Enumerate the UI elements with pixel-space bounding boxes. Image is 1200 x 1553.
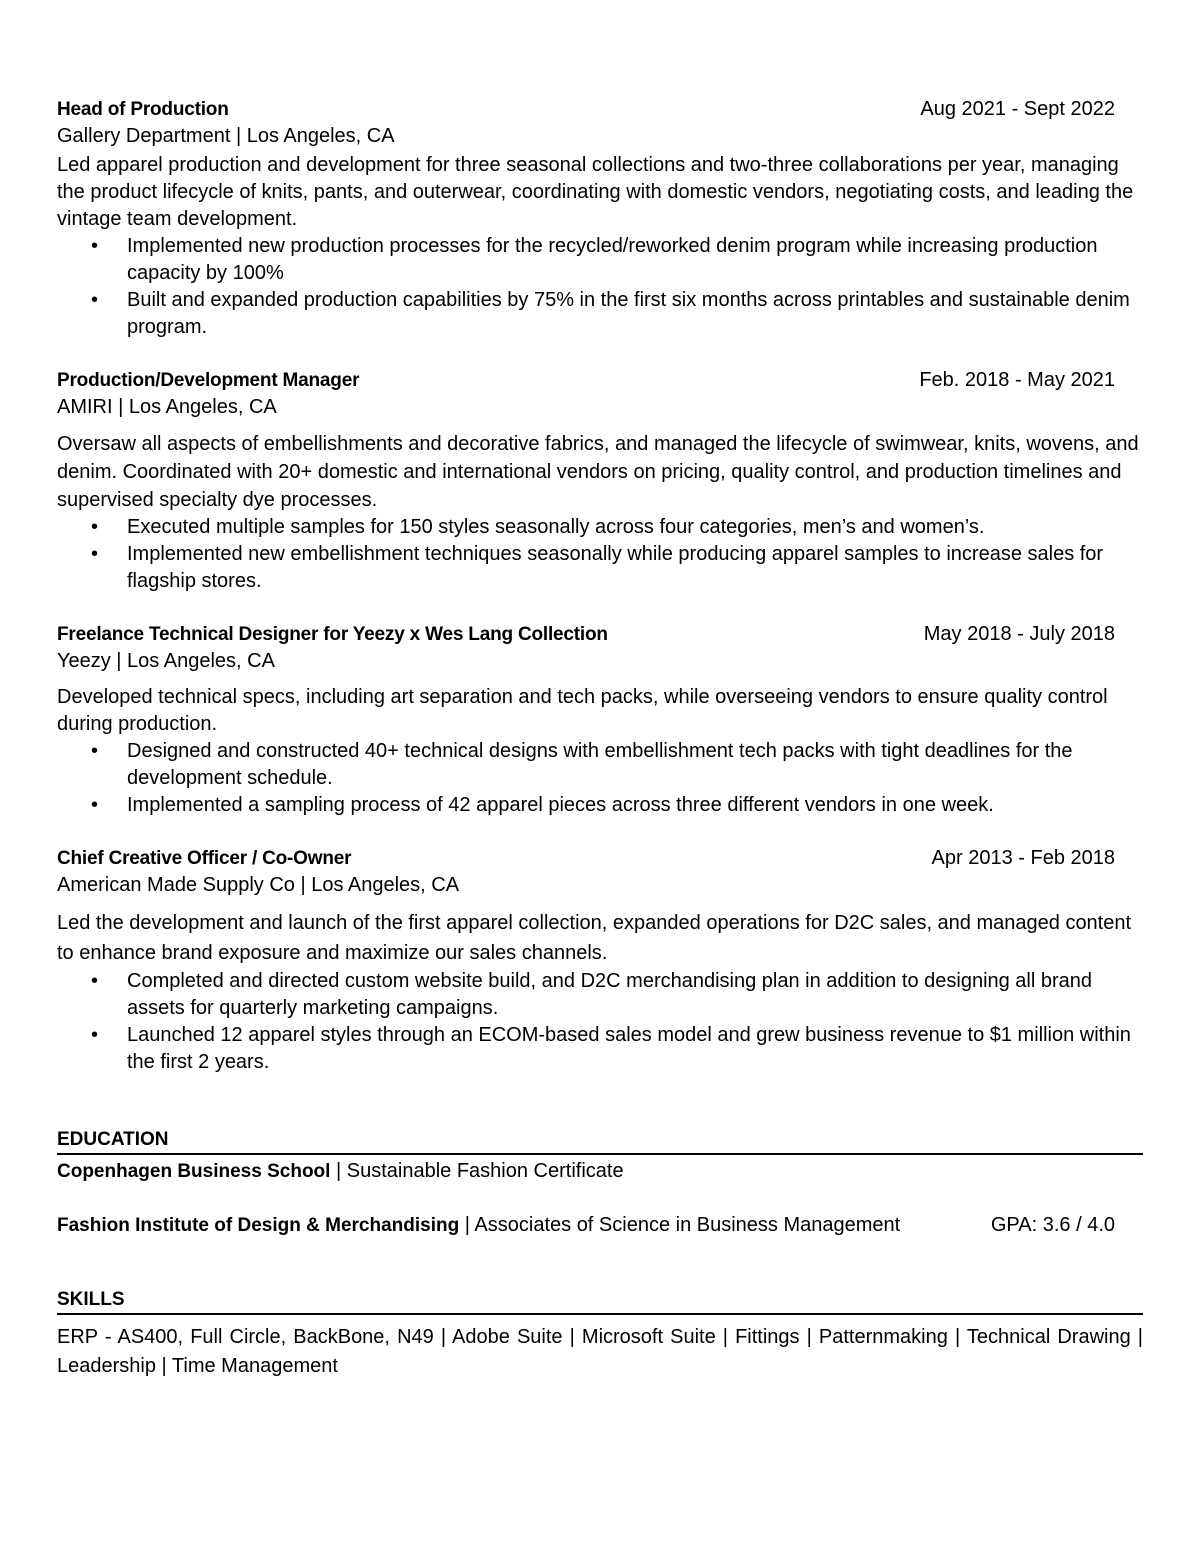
education-entry xyxy=(57,1157,1143,1186)
bullet-dot-icon: • xyxy=(91,543,99,565)
program-name: Sustainable Fashion Certificate xyxy=(346,1160,624,1182)
bullet-text: Implemented a sampling process of 42 apparel pieces across three different vendors in one week. xyxy=(127,794,994,816)
bullet-dot-icon: • xyxy=(91,516,99,538)
education-entry xyxy=(57,1211,1143,1240)
job-bullets xyxy=(57,738,1143,819)
job-entry xyxy=(57,621,1143,819)
bullet-dot-icon: • xyxy=(91,289,99,311)
job-entry xyxy=(57,845,1143,1076)
bullet-item xyxy=(57,541,1143,595)
job-summary: Developed technical specs, including art separation and tech packs, while overseeing vendors to ensure quality control during production. xyxy=(57,686,1108,735)
job-company: Yeezy | Los Angeles, CA xyxy=(57,650,275,672)
bullet-text: Executed multiple samples for 150 styles seasonally across four categories, men’s and women’s. xyxy=(127,516,985,538)
bullet-dot-icon: • xyxy=(91,1024,99,1046)
job-bullets xyxy=(57,233,1143,341)
bullet-item xyxy=(57,514,1143,541)
bullet-text: Built and expanded production capabilities by 75% in the first six months across printables and sustainable denim program. xyxy=(127,289,1130,338)
job-title: Production/Development Manager xyxy=(57,370,360,391)
job-dates: Aug 2021 - Sept 2022 xyxy=(920,98,1115,120)
bullet-dot-icon: • xyxy=(91,235,99,257)
school-name: Copenhagen Business School xyxy=(57,1161,331,1182)
job-title: Chief Creative Officer / Co-Owner xyxy=(57,848,352,869)
bullet-text: Launched 12 apparel styles through an ECOM-based sales model and grew business revenue to $1 million within the first 2 years. xyxy=(127,1024,1131,1073)
education-line xyxy=(57,1157,624,1186)
bullet-item xyxy=(57,792,1143,819)
section-heading: EDUCATION xyxy=(57,1128,1143,1155)
job-bullets xyxy=(57,514,1143,595)
education-section xyxy=(57,1128,1143,1240)
job-header xyxy=(57,621,1143,648)
job-entry xyxy=(57,367,1143,595)
job-header xyxy=(57,96,1143,123)
gpa: GPA: 3.6 / 4.0 xyxy=(990,1214,1115,1236)
section-heading: SKILLS xyxy=(57,1288,1143,1315)
job-header xyxy=(57,367,1143,394)
bullet-text: Implemented new production processes for the recycled/reworked denim program while increasing production capacity by 100% xyxy=(127,235,1098,284)
bullet-dot-icon: • xyxy=(91,970,99,992)
job-header xyxy=(57,845,1143,872)
program-name: Associates of Science in Business Management xyxy=(474,1214,901,1236)
separator: | xyxy=(459,1214,475,1236)
job-company: American Made Supply Co | Los Angeles, CA xyxy=(57,874,460,896)
bullet-dot-icon: • xyxy=(91,794,99,816)
bullet-dot-icon: • xyxy=(91,740,99,762)
bullet-text: Completed and directed custom website build, and D2C merchandising plan in addition to designing all brand assets for quarterly marketing campaigns. xyxy=(127,970,1093,1019)
job-title: Freelance Technical Designer for Yeezy x Wes Lang Collection xyxy=(57,624,608,645)
skills-section xyxy=(57,1288,1143,1381)
job-company: Gallery Department | Los Angeles, CA xyxy=(57,125,395,147)
job-title: Head of Production xyxy=(57,99,229,120)
bullet-item xyxy=(57,287,1143,341)
job-company: AMIRI | Los Angeles, CA xyxy=(57,396,277,418)
job-summary: Oversaw all aspects of embellishments and decorative fabrics, and managed the lifecycle of swimwear, knits, wovens, and denim. Coordinated with 20+ domestic and international vendors on pricing, quality control, and production timelines and supervised specialty dye processes. xyxy=(57,433,1139,511)
bullet-item xyxy=(57,738,1143,792)
resume-page xyxy=(57,96,1143,1381)
skills-list: ERP - AS400, Full Circle, BackBone, N49 | Adobe Suite | Microsoft Suite | Fittings | Patternmaking | Technical Drawing | Leadership | Time Management xyxy=(57,1326,1143,1377)
job-bullets xyxy=(57,968,1143,1076)
school-name: Fashion Institute of Design & Merchandising xyxy=(57,1215,460,1236)
education-line xyxy=(57,1211,900,1240)
bullet-item xyxy=(57,968,1143,1022)
bullet-text: Implemented new embellishment techniques seasonally while producing apparel samples to increase sales for flagship stores. xyxy=(127,543,1104,592)
job-entry xyxy=(57,96,1143,341)
bullet-text: Designed and constructed 40+ technical designs with embellishment tech packs with tight deadlines for the development schedule. xyxy=(127,740,1073,789)
job-dates: Apr 2013 - Feb 2018 xyxy=(931,847,1115,869)
job-dates: Feb. 2018 - May 2021 xyxy=(919,369,1115,391)
job-summary: Led apparel production and development for three seasonal collections and two-three collaborations per year, managing the product lifecycle of knits, pants, and outerwear, coordinating with domestic vendors, negotiating costs, and leading the vintage team development. xyxy=(57,154,1134,230)
job-summary: Led the development and launch of the first apparel collection, expanded operations for D2C sales, and managed content to enhance brand exposure and maximize our sales channels. xyxy=(57,912,1132,964)
bullet-item xyxy=(57,1022,1143,1076)
bullet-item xyxy=(57,233,1143,287)
separator: | xyxy=(330,1160,347,1182)
job-dates: May 2018 - July 2018 xyxy=(923,623,1115,645)
